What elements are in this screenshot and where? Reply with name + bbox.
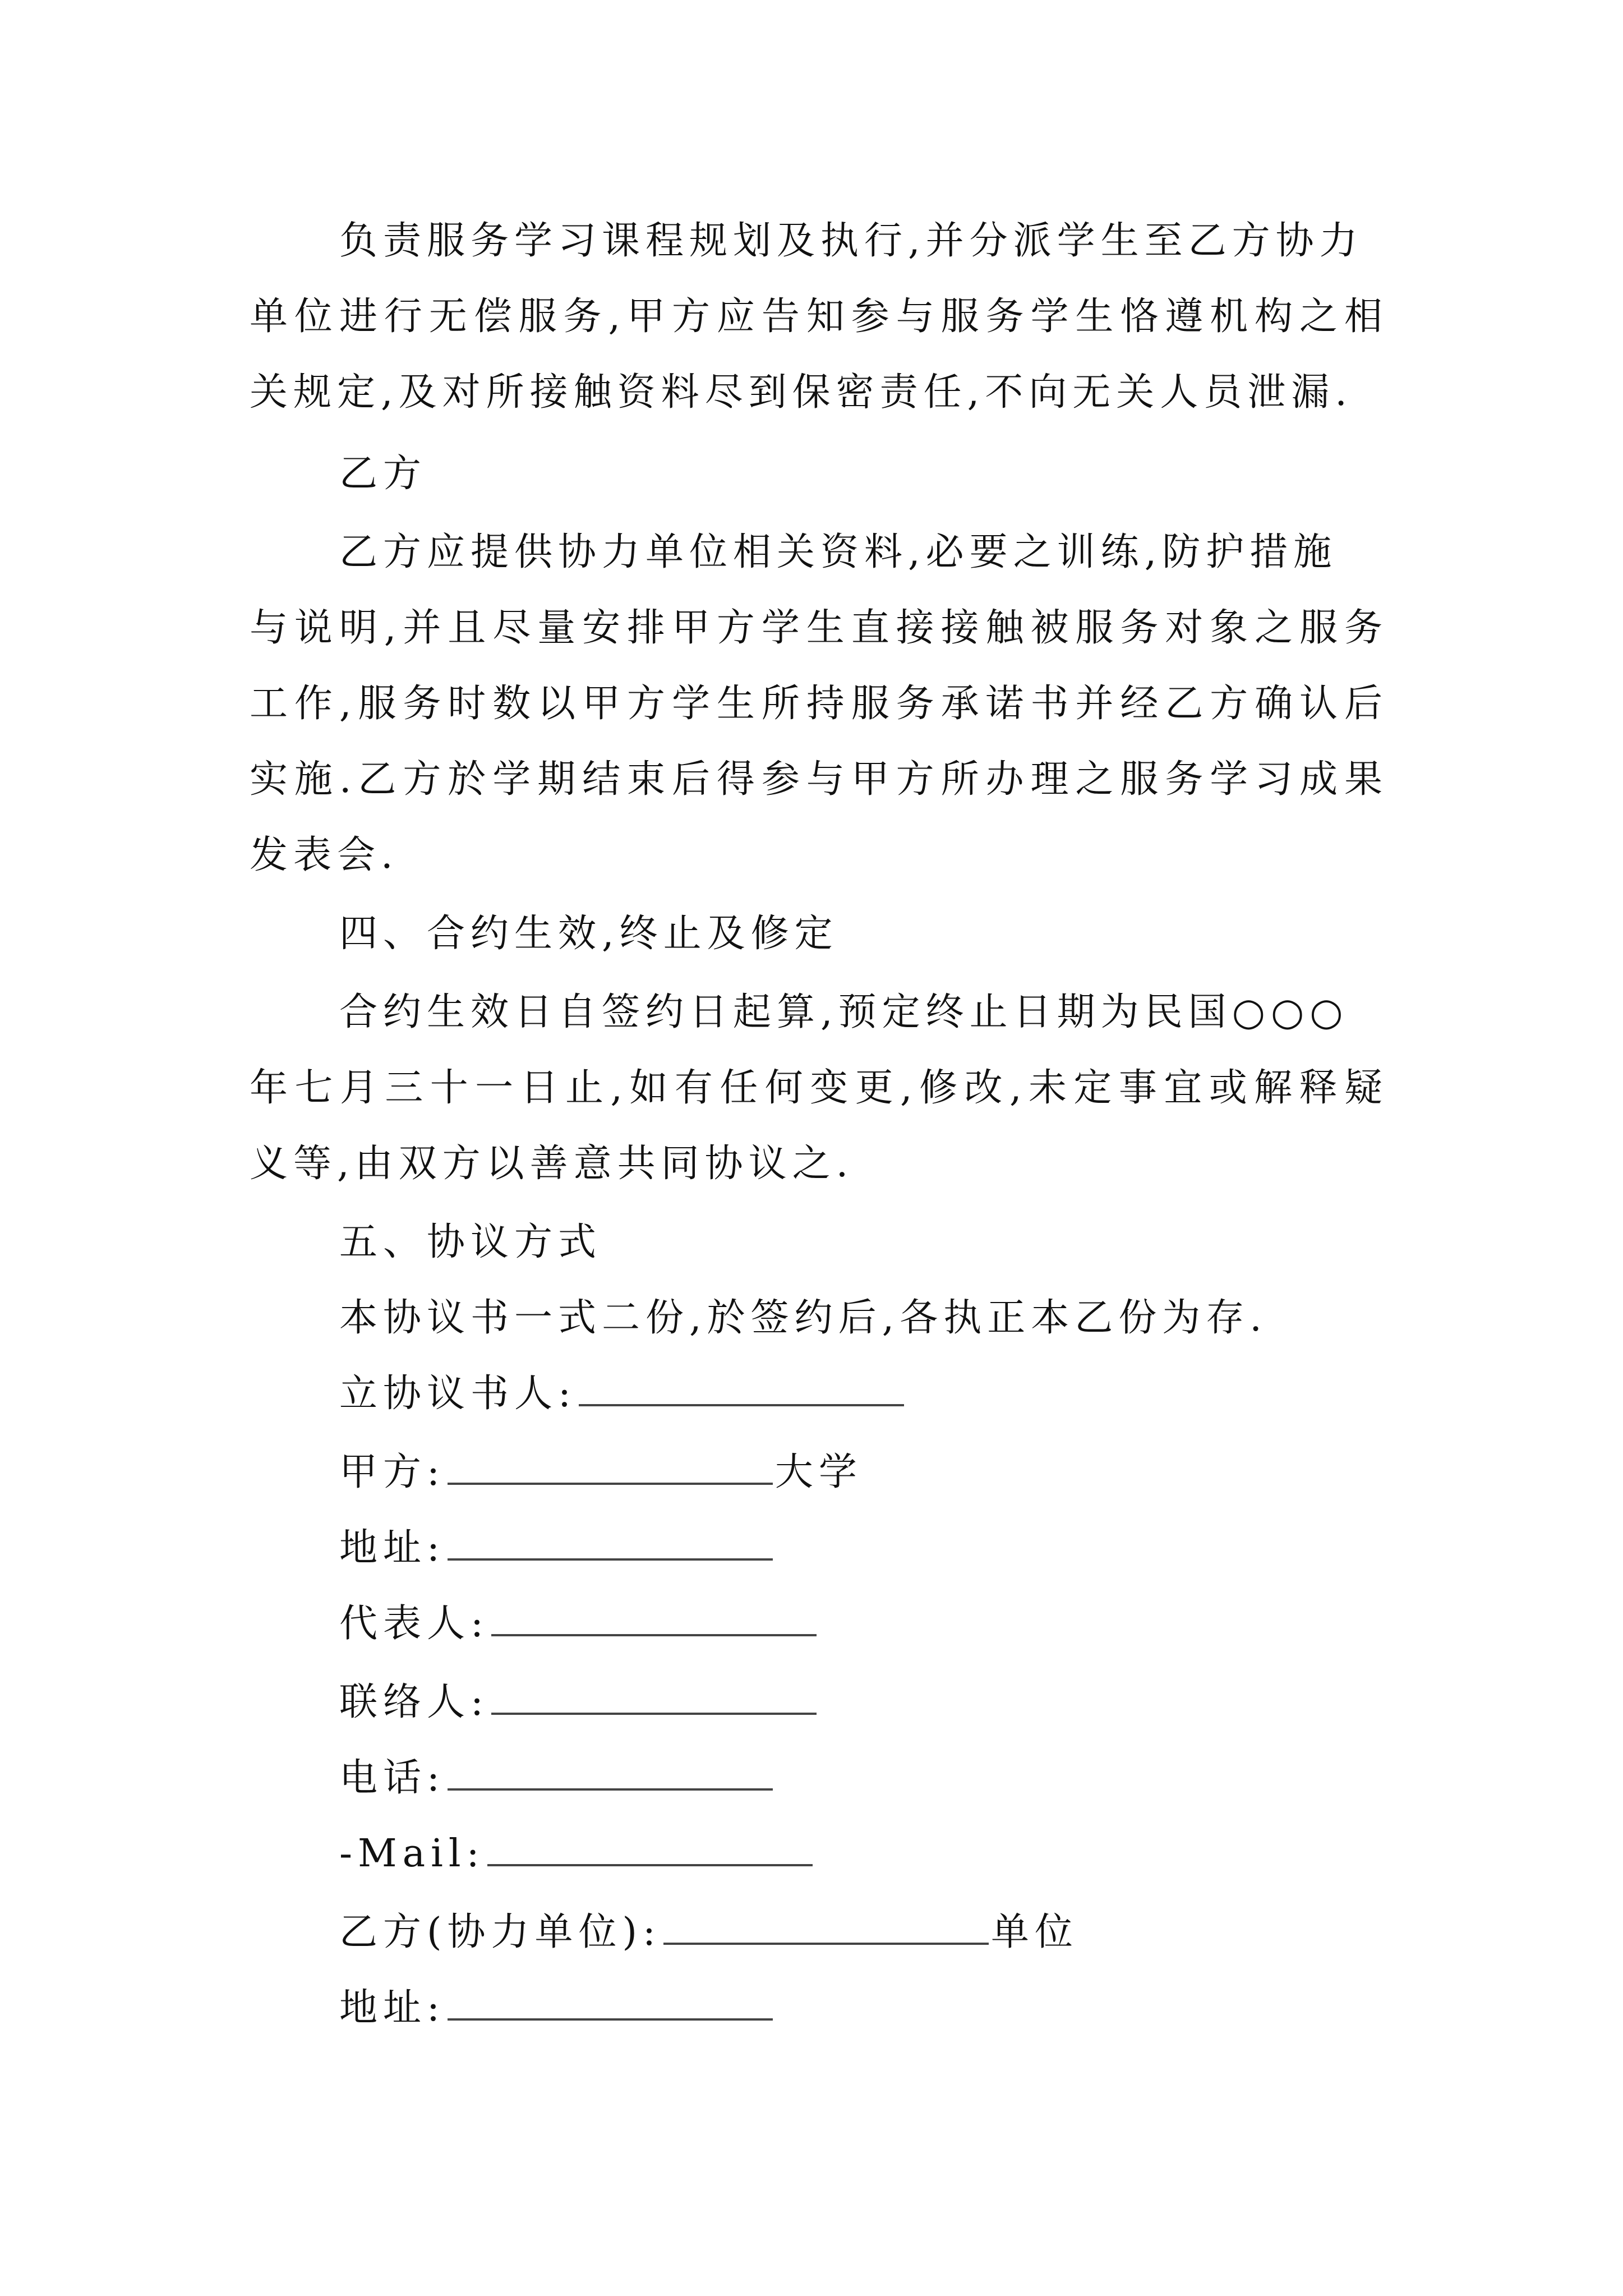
address-b-label: 地址: xyxy=(339,1986,445,2030)
email-row xyxy=(339,1829,815,1879)
heading-party-b: 乙方 xyxy=(339,452,427,496)
party-b-row xyxy=(339,1907,1078,1958)
para2-line-1: 乙方应提供协力单位相关资料,必要之训练,防护措施 xyxy=(339,530,1338,574)
para2-line-5: 发表会. xyxy=(250,833,399,877)
phone-row xyxy=(339,1753,775,1803)
para3-line-1: 合约生效日自签约日起算,预定终止日期为民国○○○ xyxy=(339,990,1349,1034)
party-b-suffix: 单位 xyxy=(990,1910,1078,1954)
para2-line-4: 实施.乙方於学期结束后得参与甲方所办理之服务学习成果 xyxy=(250,757,1388,802)
signatory-row xyxy=(339,1369,906,1419)
phone-blank xyxy=(448,1756,773,1791)
email-label: -Mail: xyxy=(339,1832,485,1876)
party-a-suffix: 大学 xyxy=(774,1450,863,1494)
signatory-blank xyxy=(579,1372,904,1406)
heading-section-5: 五、协议方式 xyxy=(339,1220,602,1264)
heading-section-4: 四、合约生效,终止及修定 xyxy=(339,912,838,956)
address-b-blank xyxy=(448,1986,773,2021)
address-b-row xyxy=(339,1983,775,2033)
para2-line-3: 工作,服务时数以甲方学生所持服务承诺书并经乙方确认后 xyxy=(250,682,1388,726)
party-a-row xyxy=(339,1447,863,1498)
contact-label: 联络人: xyxy=(339,1680,489,1724)
address-a-row xyxy=(339,1523,775,1573)
party-a-label: 甲方: xyxy=(339,1450,445,1494)
signatory-label: 立协议书人: xyxy=(339,1372,577,1416)
contact-blank xyxy=(491,1680,817,1715)
representative-label: 代表人: xyxy=(339,1602,489,1646)
party-a-blank xyxy=(448,1450,773,1485)
contact-row xyxy=(339,1677,819,1728)
para1-line-3: 关规定,及对所接触资料尽到保密责任,不向无关人员泄漏. xyxy=(250,370,1353,415)
party-b-label: 乙方(协力单位): xyxy=(339,1910,661,1954)
address-a-label: 地址: xyxy=(339,1526,445,1570)
para1-line-1: 负责服务学习课程规划及执行,并分派学生至乙方协力 xyxy=(339,219,1363,263)
para4-line-1: 本协议书一式二份,於签约后,各执正本乙份为存. xyxy=(339,1296,1267,1340)
party-b-blank xyxy=(663,1910,989,1945)
email-blank xyxy=(487,1832,813,1866)
address-a-blank xyxy=(448,1526,773,1561)
representative-blank xyxy=(491,1602,817,1636)
para3-line-3: 义等,由双方以善意共同协议之. xyxy=(250,1142,854,1186)
para1-line-2: 单位进行无偿服务,甲方应告知参与服务学生恪遵机构之相 xyxy=(250,295,1388,339)
phone-label: 电话: xyxy=(339,1756,445,1800)
para2-line-2: 与说明,并且尽量安排甲方学生直接接触被服务对象之服务 xyxy=(250,606,1388,650)
representative-row xyxy=(339,1599,819,1649)
para3-line-2: 年七月三十一日止,如有任何变更,修改,未定事宜或解释疑 xyxy=(250,1066,1388,1110)
